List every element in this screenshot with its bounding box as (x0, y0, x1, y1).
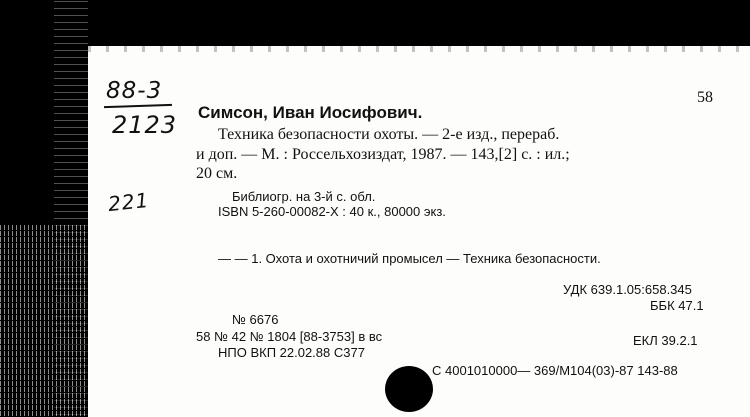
author-heading: Симсон, Иван Иосифович. (198, 103, 423, 122)
title-line-1: Техника безопасности охоты. — 2-е изд., перераб. (218, 126, 560, 143)
title-line-3: 20 см. (196, 165, 238, 182)
card-control-line: 58 № 42 № 1804 [88-3753] в вс (196, 329, 383, 344)
publisher-code-line: С 4001010000— 369/М104(03)-87 143-88 (432, 363, 678, 378)
registration-number: № 6676 (232, 312, 279, 327)
handwritten-number: 221 (106, 187, 151, 217)
ekl-code: ЕКЛ 39.2.1 (633, 333, 698, 348)
title-line-2: и доп. — М. : Россельхозиздат, 1987. — 143,[2] с. : ил.; (196, 146, 570, 163)
card-top-noise (88, 46, 750, 52)
udk-code: УДК 639.1.05:658.345 (563, 282, 692, 297)
handwritten-shelf-bottom: 2123 (112, 111, 178, 139)
bibliography-note: Библиогр. на 3-й с. обл. (232, 189, 376, 204)
catalog-card (88, 46, 750, 417)
scan-edge-texture (0, 225, 88, 417)
subject-heading: — — 1. Охота и охотничий промысел — Техника безопасности. (218, 251, 601, 266)
ink-blot (385, 366, 433, 412)
page-number: 58 (697, 89, 713, 106)
npo-line: НПО ВКП 22.02.88 С377 (218, 345, 365, 360)
isbn-line: ISBN 5-260-00082-X : 40 к., 80000 экз. (218, 204, 446, 219)
bbk-code: ББК 47.1 (650, 298, 704, 313)
handwritten-shelf-top: 88-3 (106, 78, 163, 104)
